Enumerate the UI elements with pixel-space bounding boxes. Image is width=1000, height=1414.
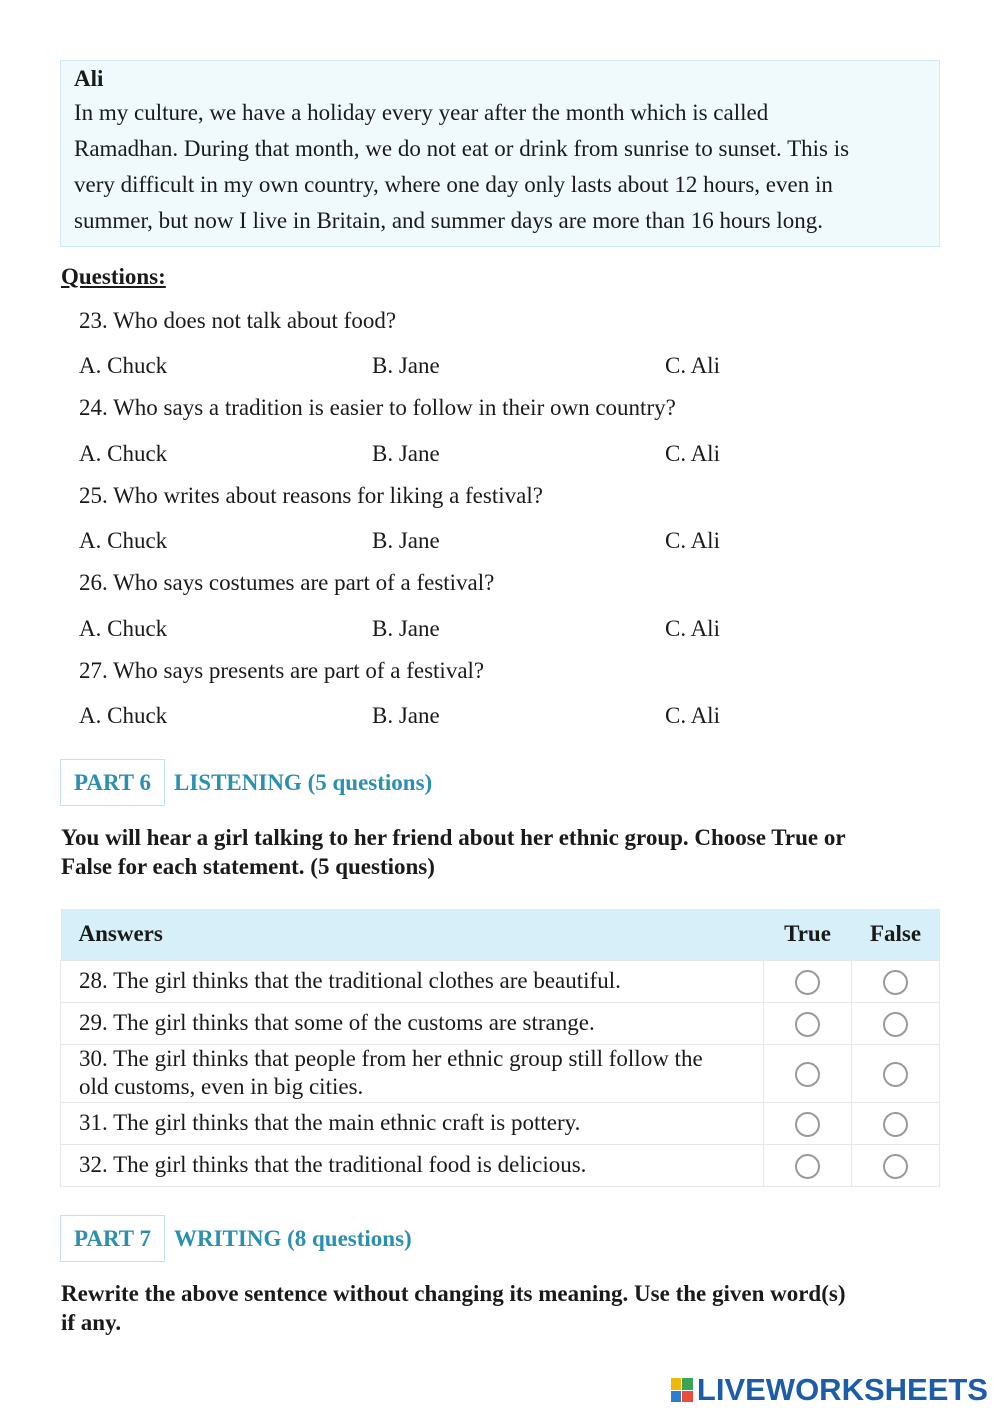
- true-radio[interactable]: [795, 1154, 820, 1179]
- header-answers: Answers: [61, 909, 764, 960]
- statement-28: 28. The girl thinks that the traditional clothes are beautiful.: [61, 960, 764, 1002]
- true-radio[interactable]: [795, 1112, 820, 1137]
- table-row: [61, 1102, 940, 1144]
- question-23: 23. Who does not talk about food?: [79, 308, 397, 333]
- option-a[interactable]: A. Chuck: [79, 703, 168, 728]
- false-radio[interactable]: [883, 1062, 908, 1087]
- true-radio[interactable]: [795, 1012, 820, 1037]
- part7-label: PART 7: [60, 1215, 165, 1262]
- option-a[interactable]: A. Chuck: [79, 441, 168, 466]
- table-row: [61, 960, 940, 1002]
- question-24: 24. Who says a tradition is easier to follow in their own country?: [79, 395, 676, 420]
- option-c[interactable]: C. Ali: [665, 353, 720, 378]
- option-b[interactable]: B. Jane: [372, 528, 440, 553]
- true-cell: [764, 1144, 852, 1186]
- questions-heading: Questions:: [61, 264, 166, 289]
- part7-instruction-line: if any.: [61, 1310, 122, 1335]
- statement-30: [61, 1044, 764, 1102]
- option-a[interactable]: A. Chuck: [79, 353, 168, 378]
- question-27: 27. Who says presents are part of a festival?: [79, 658, 485, 683]
- true-cell: [764, 960, 852, 1002]
- false-radio[interactable]: [883, 1012, 908, 1037]
- passage-line: very difficult in my own country, where one day only lasts about 12 hours, even in: [74, 172, 833, 197]
- option-c[interactable]: C. Ali: [665, 616, 720, 641]
- false-cell: [852, 960, 940, 1002]
- false-radio[interactable]: [883, 1112, 908, 1137]
- part7-instruction-line: Rewrite the above sentence without changing its meaning. Use the given word(s): [61, 1281, 846, 1306]
- false-cell: [852, 1044, 940, 1102]
- true-radio[interactable]: [795, 1062, 820, 1087]
- option-c[interactable]: C. Ali: [665, 441, 720, 466]
- liveworksheets-logo-icon: [671, 1378, 693, 1402]
- false-radio[interactable]: [883, 1154, 908, 1179]
- header-true: True: [764, 909, 852, 960]
- part6-title: LISTENING (5 questions): [174, 770, 433, 795]
- option-b[interactable]: B. Jane: [372, 441, 440, 466]
- question-25: 25. Who writes about reasons for liking a festival?: [79, 483, 543, 508]
- option-b[interactable]: B. Jane: [372, 353, 440, 378]
- true-false-table: [60, 909, 940, 1187]
- passage-line: summer, but now I live in Britain, and summer days are more than 16 hours long.: [74, 208, 823, 233]
- part6-instructions: [61, 823, 941, 881]
- statement-31: 31. The girl thinks that the main ethnic craft is pottery.: [61, 1102, 764, 1144]
- logo-square: [682, 1378, 693, 1390]
- passage-line: In my culture, we have a holiday every year after the month which is called: [74, 100, 769, 125]
- table-row: [61, 1144, 940, 1186]
- false-radio[interactable]: [883, 970, 908, 995]
- false-cell: [852, 1102, 940, 1144]
- part7-title: WRITING (8 questions): [174, 1226, 412, 1251]
- logo-square: [671, 1391, 682, 1403]
- part6-instruction-line: You will hear a girl talking to her friend about her ethnic group. Choose True or: [61, 825, 846, 850]
- part7-instructions: [61, 1279, 941, 1337]
- logo-square: [682, 1391, 693, 1403]
- table-header-row: [61, 909, 940, 960]
- statement-30-line2: old customs, even in big cities.: [79, 1074, 364, 1099]
- passage-box: [60, 60, 940, 247]
- option-c[interactable]: C. Ali: [665, 528, 720, 553]
- true-cell: [764, 1102, 852, 1144]
- brand-name: LIVEWORKSHEETS: [696, 1372, 988, 1407]
- false-cell: [852, 1002, 940, 1044]
- option-b[interactable]: B. Jane: [372, 703, 440, 728]
- false-cell: [852, 1144, 940, 1186]
- true-cell: [764, 1002, 852, 1044]
- true-cell: [764, 1044, 852, 1102]
- passage-line: Ramadhan. During that month, we do not eat or drink from sunrise to sunset. This is: [74, 136, 850, 161]
- passage-author: Ali: [74, 66, 104, 91]
- option-a[interactable]: A. Chuck: [79, 528, 168, 553]
- statement-30-line1: 30. The girl thinks that people from her ethnic group still follow the: [79, 1046, 703, 1071]
- question-26: 26. Who says costumes are part of a festival?: [79, 570, 495, 595]
- true-radio[interactable]: [795, 970, 820, 995]
- table-row: [61, 1002, 940, 1044]
- option-c[interactable]: C. Ali: [665, 703, 720, 728]
- table-row: [61, 1044, 940, 1102]
- option-a[interactable]: A. Chuck: [79, 616, 168, 641]
- part6-instruction-line: False for each statement. (5 questions): [61, 854, 435, 879]
- header-false: False: [852, 909, 940, 960]
- option-b[interactable]: B. Jane: [372, 616, 440, 641]
- part6-label: PART 6: [60, 759, 165, 806]
- statement-32: 32. The girl thinks that the traditional food is delicious.: [61, 1144, 764, 1186]
- liveworksheets-brand: [671, 1372, 988, 1408]
- statement-29: 29. The girl thinks that some of the customs are strange.: [61, 1002, 764, 1044]
- logo-square: [671, 1378, 682, 1390]
